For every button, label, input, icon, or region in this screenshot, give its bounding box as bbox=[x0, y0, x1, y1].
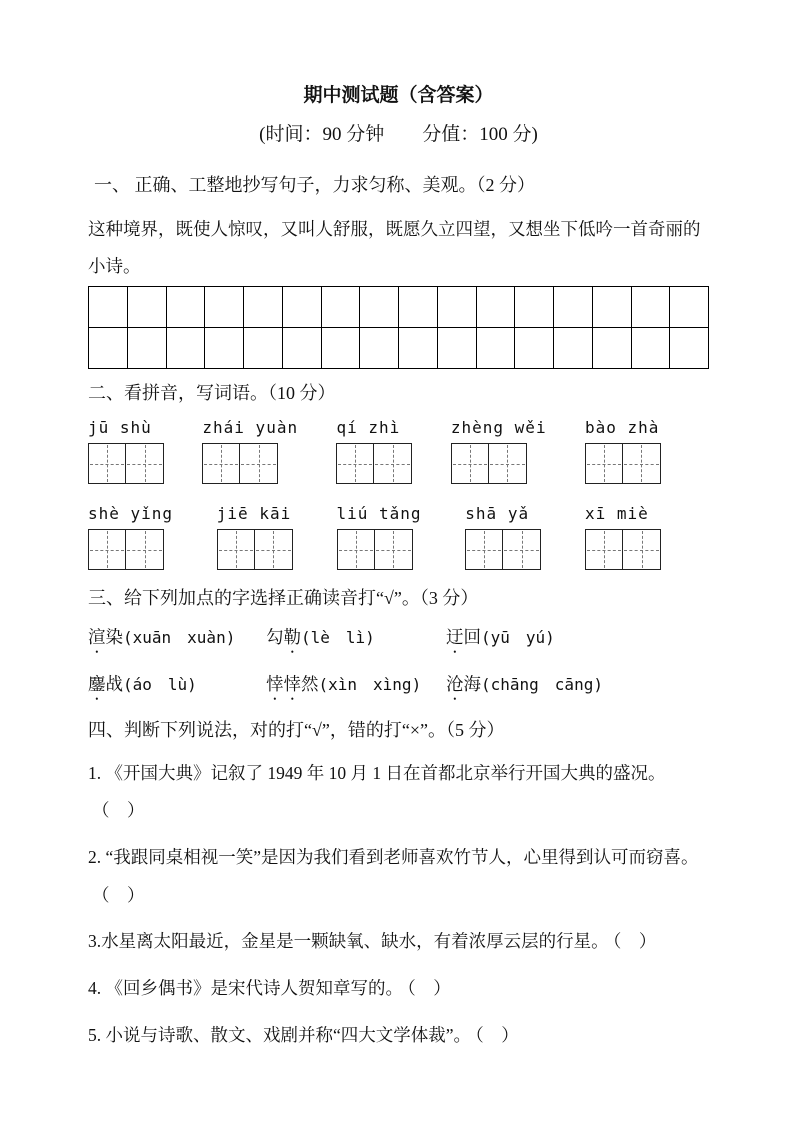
tianzige-cell[interactable] bbox=[585, 443, 623, 484]
pinyin-group bbox=[202, 418, 298, 484]
copy-grid-cell[interactable] bbox=[515, 287, 554, 328]
copy-grid-cell[interactable] bbox=[89, 328, 128, 369]
tianzige-boxes bbox=[585, 443, 661, 484]
pronunciation-item bbox=[266, 671, 446, 704]
copy-grid-cell[interactable] bbox=[244, 287, 283, 328]
pinyin-group bbox=[585, 418, 661, 484]
tianzige-cell[interactable] bbox=[202, 443, 240, 484]
pinyin-group bbox=[337, 504, 422, 570]
page-title: 期中测试题（含答案） bbox=[303, 85, 494, 106]
copy-grid-cell[interactable] bbox=[205, 287, 244, 328]
answer-blank[interactable]: （ ） bbox=[612, 931, 657, 952]
word-post: 染 bbox=[105, 626, 123, 647]
copy-grid-cell[interactable] bbox=[477, 328, 516, 369]
section-copy-sentence bbox=[88, 173, 709, 368]
copy-grid-cell[interactable] bbox=[322, 287, 361, 328]
tianzige-cell[interactable] bbox=[217, 529, 255, 570]
pinyin-options[interactable]: (lè lì) bbox=[301, 627, 375, 647]
tianzige-cell[interactable] bbox=[375, 529, 413, 570]
pinyin-label: liú tǎng bbox=[336, 504, 422, 524]
pinyin-group bbox=[88, 418, 164, 484]
copy-grid-cell[interactable] bbox=[554, 287, 593, 328]
section2-heading: 二、看拼音，写词语。（10 分） bbox=[88, 382, 336, 403]
word-dotted: 沧 bbox=[446, 673, 464, 694]
section3-heading: 三、给下列加点的字选择正确读音打“√”。（3 分） bbox=[88, 588, 479, 609]
pinyin-label: zhèng wěi bbox=[450, 418, 547, 437]
copy-grid-cell[interactable] bbox=[89, 287, 128, 328]
pronunciation-item bbox=[446, 624, 709, 657]
tianzige-cell[interactable] bbox=[88, 529, 126, 570]
statement-text: 2. “我跟同桌相视一笑”是因为我们看到老师喜欢竹节人，心里得到认可而窃喜。 bbox=[88, 847, 699, 867]
pronunciation-item bbox=[88, 624, 266, 657]
tianzige-boxes bbox=[337, 529, 422, 570]
word-dotted: 悻悻 bbox=[266, 673, 301, 694]
tianzige-cell[interactable] bbox=[255, 529, 293, 570]
pinyin-group bbox=[88, 504, 173, 570]
copy-grid-cell[interactable] bbox=[128, 328, 167, 369]
section-pinyin-words bbox=[88, 381, 709, 571]
pinyin-options[interactable]: (xuān xuàn) bbox=[123, 627, 236, 647]
statement-text: 4. 《回乡偶书》是宋代诗人贺知章写的。 bbox=[88, 977, 403, 998]
copy-grid-cell[interactable] bbox=[399, 287, 438, 328]
tianzige-boxes bbox=[465, 529, 541, 570]
copy-grid-cell[interactable] bbox=[670, 328, 709, 369]
answer-blank[interactable]: （ ） bbox=[475, 1024, 519, 1045]
tianzige-boxes bbox=[451, 443, 547, 484]
word-pre: 勾 bbox=[266, 626, 284, 647]
pinyin-options[interactable]: (chāng cāng) bbox=[481, 674, 603, 694]
tianzige-boxes bbox=[585, 529, 661, 570]
copy-grid-cell[interactable] bbox=[632, 328, 671, 369]
tianzige-cell[interactable] bbox=[337, 529, 375, 570]
tianzige-cell[interactable] bbox=[489, 443, 527, 484]
tianzige-boxes bbox=[217, 529, 293, 570]
pronunciation-item bbox=[266, 624, 446, 657]
pronunciation-item bbox=[88, 671, 266, 704]
word-post: 回 bbox=[463, 626, 481, 647]
section4-heading: 四、判断下列说法，对的打“√”，错的打“×”。（5 分） bbox=[88, 719, 505, 740]
statement-text: 3.水星离太阳最近，金星是一颗缺氧、缺水，有着浓厚云层的行星。 bbox=[88, 931, 609, 952]
exam-meta: (时间：90 分钟 分值：100 分) bbox=[259, 123, 538, 145]
section-true-false bbox=[88, 718, 709, 1055]
judgement-item bbox=[88, 923, 709, 961]
word-post: 海 bbox=[463, 673, 481, 694]
pinyin-label: jū shù bbox=[88, 418, 152, 437]
copy-grid-cell[interactable] bbox=[283, 328, 322, 369]
copy-grid-cell[interactable] bbox=[438, 328, 477, 369]
answer-blank[interactable]: （ ） bbox=[92, 884, 145, 905]
word-dotted: 勒 bbox=[283, 626, 301, 647]
pinyin-group bbox=[217, 504, 293, 570]
copy-sentence-text: 这种境界，既使人惊叹，又叫人舒服，既愿久立四望，又想坐下低吟一首奇丽的小诗。 bbox=[88, 218, 701, 277]
pinyin-group bbox=[465, 504, 541, 570]
pinyin-label: bào zhà bbox=[584, 418, 660, 437]
pinyin-options[interactable]: (yū yú) bbox=[481, 627, 555, 647]
copy-grid-cell[interactable] bbox=[360, 287, 399, 328]
answer-blank[interactable]: （ ） bbox=[92, 800, 145, 821]
copy-grid-cell[interactable] bbox=[593, 328, 632, 369]
tianzige-boxes bbox=[88, 529, 173, 570]
copy-grid-cell[interactable] bbox=[283, 287, 322, 328]
tianzige-cell[interactable] bbox=[503, 529, 541, 570]
section-pronunciation bbox=[88, 586, 709, 703]
tianzige-boxes bbox=[88, 443, 164, 484]
pinyin-options[interactable]: (xìn xìng) bbox=[318, 674, 422, 694]
tianzige-cell[interactable] bbox=[126, 529, 164, 570]
statement-text: 1. 《开国大典》记叙了 1949 年 10 月 1 日在首都北京举行开国大典的盛况。 bbox=[88, 762, 666, 783]
pinyin-row-2 bbox=[88, 504, 709, 570]
pinyin-label: shè yǐng bbox=[88, 504, 174, 524]
pinyin-group bbox=[585, 504, 661, 570]
pinyin-group bbox=[336, 418, 412, 484]
copy-grid-cell[interactable] bbox=[593, 287, 632, 328]
tianzige-cell[interactable] bbox=[126, 443, 164, 484]
judgement-item bbox=[88, 839, 709, 914]
statement-text: 5. 小说与诗歌、散文、戏剧并称“四大文学体裁”。 bbox=[88, 1024, 472, 1045]
pinyin-label: xī miè bbox=[585, 504, 649, 524]
section1-heading: 一、 正确、工整地抄写句子，力求匀称、美观。（2 分） bbox=[94, 175, 535, 196]
copy-grid-cell[interactable] bbox=[515, 328, 554, 369]
tianzige-cell[interactable] bbox=[88, 443, 126, 484]
tianzige-cell[interactable] bbox=[465, 529, 503, 570]
copy-grid-cell[interactable] bbox=[322, 328, 361, 369]
pinyin-group bbox=[451, 418, 547, 484]
pronunciation-items bbox=[88, 624, 709, 704]
word-dotted: 渲 bbox=[88, 626, 106, 647]
pinyin-options[interactable]: (áo lù) bbox=[123, 674, 197, 694]
pronunciation-item bbox=[446, 671, 709, 704]
judgement-item bbox=[88, 970, 709, 1008]
tianzige-cell[interactable] bbox=[336, 443, 374, 484]
copy-grid-cell[interactable] bbox=[438, 287, 477, 328]
tianzige-cell[interactable] bbox=[451, 443, 489, 484]
copy-grid-cell[interactable] bbox=[399, 328, 438, 369]
word-post: 战 bbox=[105, 673, 123, 694]
pinyin-row-1 bbox=[88, 418, 709, 484]
copy-grid-cell[interactable] bbox=[477, 287, 516, 328]
word-dotted: 迂 bbox=[446, 626, 464, 647]
copy-grid-cell[interactable] bbox=[167, 287, 206, 328]
tianzige-cell[interactable] bbox=[585, 529, 623, 570]
pinyin-label: jiē kāi bbox=[216, 504, 292, 524]
tianzige-cell[interactable] bbox=[623, 443, 661, 484]
tianzige-boxes bbox=[202, 443, 298, 484]
copy-grid-cell[interactable] bbox=[360, 328, 399, 369]
copy-grid-cell[interactable] bbox=[632, 287, 671, 328]
copy-grid-cell[interactable] bbox=[244, 328, 283, 369]
word-dotted: 鏖 bbox=[88, 673, 106, 694]
word-post: 然 bbox=[301, 673, 319, 694]
pinyin-label: qí zhì bbox=[336, 418, 401, 437]
copy-grid-cell[interactable] bbox=[128, 287, 167, 328]
copy-grid-cell[interactable] bbox=[205, 328, 244, 369]
judgement-item bbox=[88, 1017, 709, 1055]
copy-grid-cell[interactable] bbox=[167, 328, 206, 369]
tianzige-cell[interactable] bbox=[623, 529, 661, 570]
answer-blank[interactable]: （ ） bbox=[407, 977, 451, 998]
tianzige-boxes bbox=[336, 443, 412, 484]
pinyin-label: shā yǎ bbox=[465, 504, 530, 524]
judgement-item bbox=[88, 755, 709, 830]
copy-grid-cell[interactable] bbox=[554, 328, 593, 369]
copy-grid-cell[interactable] bbox=[670, 287, 709, 328]
tianzige-cell[interactable] bbox=[374, 443, 412, 484]
copy-writing-grid bbox=[88, 286, 709, 369]
pinyin-label: zhái yuàn bbox=[202, 418, 299, 437]
tianzige-cell[interactable] bbox=[240, 443, 278, 484]
